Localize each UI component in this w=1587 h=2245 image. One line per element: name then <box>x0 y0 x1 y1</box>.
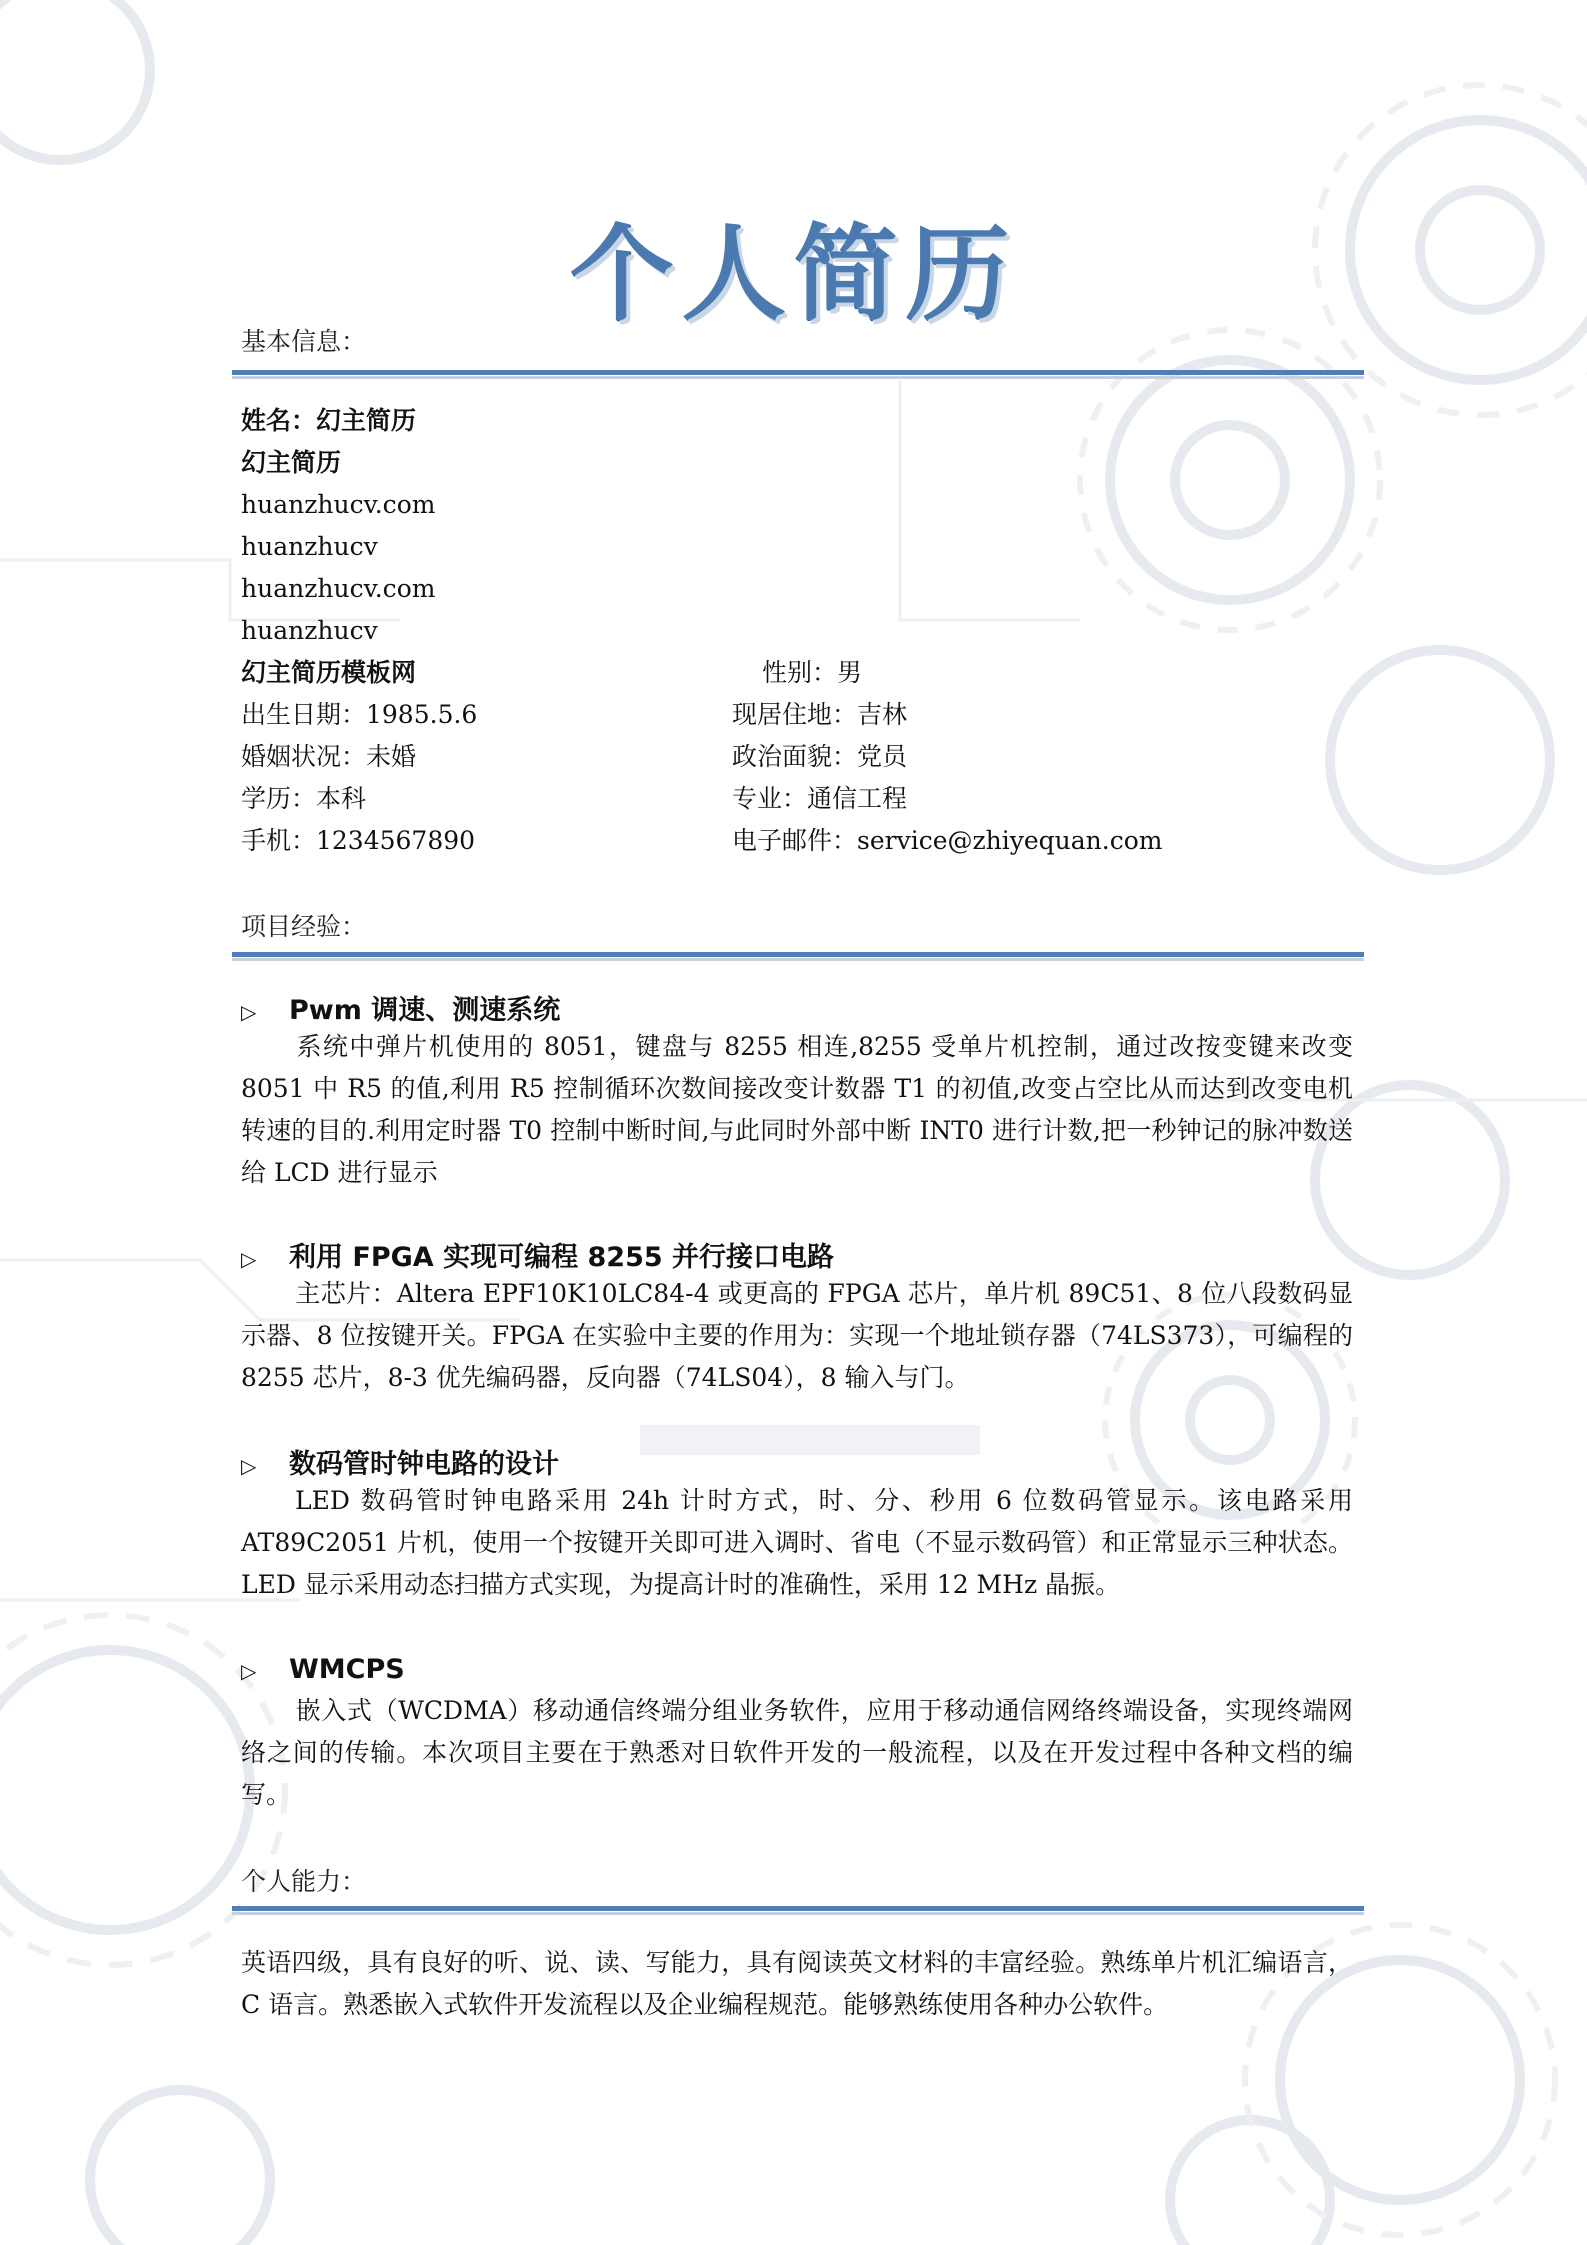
project-title-text: 利用 FPGA 实现可编程 8255 并行接口电路 <box>289 1242 835 1273</box>
section-divider <box>232 952 1364 961</box>
project-description <box>241 1690 1353 1816</box>
education: 学历：本科 <box>241 784 367 813</box>
project-title <box>241 1442 559 1481</box>
skills-description: 英语四级，具有良好的听、说、读、写能力，具有阅读英文材料的丰富经验。熟练单片机汇编语言，C 语言。熟悉嵌入式软件开发流程以及企业编程规范。能够熟练使用各种办公软件。 <box>241 1948 1353 2019</box>
section-divider <box>232 1906 1364 1915</box>
residence: 现居住地：吉林 <box>732 700 908 729</box>
project-description <box>241 1480 1353 1606</box>
section-skills: 个人能力： <box>241 1867 367 1896</box>
political-status: 政治面貌：党员 <box>732 742 908 771</box>
section-divider <box>232 370 1364 379</box>
project-title-text: WMCPS <box>289 1654 405 1685</box>
triangle-bullet-icon: ▷ <box>241 1000 257 1024</box>
triangle-bullet-icon: ▷ <box>241 1247 257 1271</box>
project-description <box>241 1273 1353 1399</box>
info-line: huanzhucv <box>241 532 378 561</box>
project-text: 嵌入式（WCDMA）移动通信终端分组业务软件，应用于移动通信网络终端设备，实现终端网络之间的传输。本次项目主要在于熟悉对日软件开发的一般流程，以及在开发过程中各种文档的编写。 <box>241 1696 1353 1809</box>
project-title <box>241 988 560 1027</box>
info-line: 幻主简历模板网 <box>241 658 417 687</box>
major: 专业：通信工程 <box>732 784 908 813</box>
section-basic-info: 基本信息： <box>241 327 367 356</box>
birth-date: 出生日期：1985.5.6 <box>241 700 478 729</box>
triangle-bullet-icon: ▷ <box>241 1454 257 1478</box>
info-line: huanzhucv.com <box>241 574 436 603</box>
info-line: huanzhucv.com <box>241 490 436 519</box>
project-text: 主芯片：Altera EPF10K10LC84-4 或更高的 FPGA 芯片，单片机 89C51、8 位八段数码显示器、8 位按键开关。FPGA 在实验中主要的作用为：实现一个地址锁存器（74LS373），可编程的 8255 芯片，8-3 优先编码器，反向器（74LS04），8 输入与门。 <box>241 1279 1353 1392</box>
email: 电子邮件：service@zhiyequan.com <box>732 826 1163 855</box>
project-text: 系统中弹片机使用的 8051，键盘与 8255 相连,8255 受单片机控制，通过改按变键来改变 8051 中 R5 的值,利用 R5 控制循环次数间接改变计数器 T1 的初值,改变占空比从而达到改变电机转速的目的.利用定时器 T0 控制中断时间,与此同时外部中断 INT0 进行计数,把一秒钟记的脉冲数送给 LCD 进行显示 <box>241 1032 1353 1187</box>
project-description <box>241 1026 1353 1194</box>
project-title-text: 数码管时钟电路的设计 <box>289 1449 559 1480</box>
gender: 性别：男 <box>762 658 863 687</box>
page-title: 个人简历 <box>569 212 1018 335</box>
section-projects: 项目经验： <box>241 912 367 941</box>
triangle-bullet-icon: ▷ <box>241 1659 257 1683</box>
info-line: huanzhucv <box>241 616 378 645</box>
name-line: 姓名：幻主简历 <box>241 406 417 435</box>
project-title <box>241 1654 405 1685</box>
phone: 手机：1234567890 <box>241 826 476 855</box>
project-text: LED 数码管时钟电路采用 24h 计时方式，时、分、秒用 6 位数码管显示。该电路采用 AT89C2051 片机，使用一个按键开关即可进入调时、省电（不显示数码管）和正常显示三种状态。LED 显示采用动态扫描方式实现，为提高计时的准确性，采用 12 MHz 晶振。 <box>241 1486 1353 1599</box>
marital-status: 婚姻状况：未婚 <box>241 742 417 771</box>
info-line: 幻主简历 <box>241 448 342 477</box>
project-title <box>241 1235 834 1274</box>
project-title-text: Pwm 调速、测速系统 <box>289 995 561 1026</box>
